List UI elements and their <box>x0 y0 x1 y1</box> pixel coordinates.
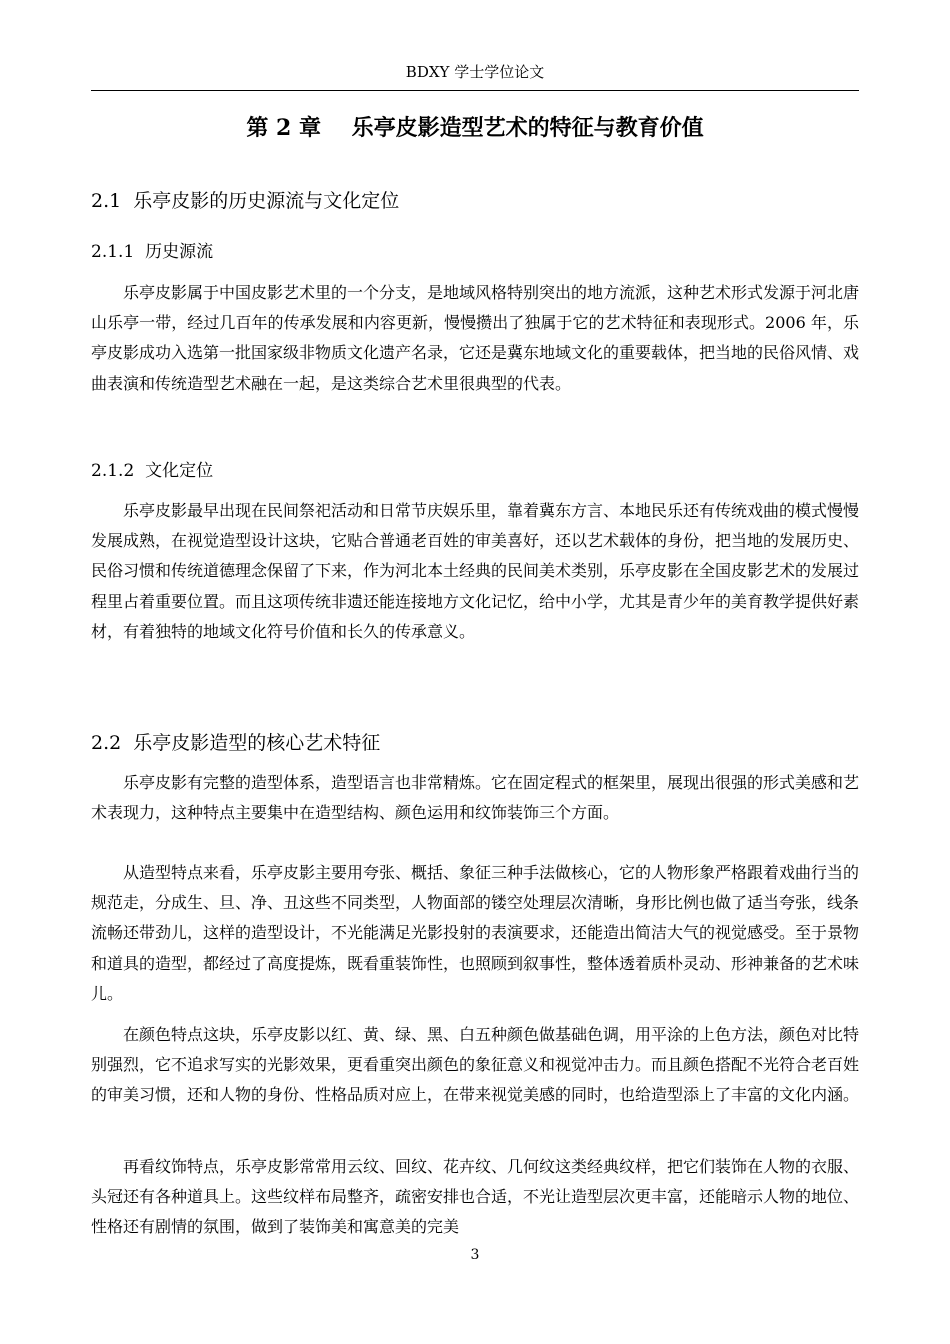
header-rule <box>91 90 859 91</box>
paragraph-shape-features: 从造型特点来看，乐亭皮影主要用夸张、概括、象征三种手法做核心，它的人物形象严格跟着戏曲行当的规范走，分成生、旦、净、丑这些不同类型，人物面部的镂空处理层次清晰，身形比例也做了适当夸张，线条流畅还带劲儿，这样的造型设计，不光能满足光影投射的表演要求，还能造出简洁大气的视觉感受。至于景物和道具的造型，都经过了高度提炼，既看重装饰性，也照顾到叙事性，整体透着质朴灵动、形神兼备的艺术味儿。 <box>91 863 860 1003</box>
subsection-heading-2-1-2: 2.1.2 文化定位 <box>91 461 214 481</box>
running-header: BDXY 学士学位论文 <box>405 63 545 81</box>
paragraph-cultural-positioning: 乐亭皮影最早出现在民间祭祀活动和日常节庆娱乐里，靠着冀东方言、本地民乐还有传统戏曲的模式慢慢发展成熟，在视觉造型设计这块，它贴合普通老百姓的审美喜好，还以艺术载体的身份，把当地的发展历史、民俗习惯和传统道德理念保留了下来，作为河北本土经典的民间美术类别，乐亭皮影在全国皮影艺术的发展过程里占着重要位置。而且这项传统非遗还能连接地方文化记忆，给中小学，尤其是青少年的美育教学提供好素材，有着独特的地域文化符号价值和长久的传承意义。 <box>91 501 860 641</box>
paragraph-overview: 乐亭皮影有完整的造型体系，造型语言也非常精炼。它在固定程式的框架里，展现出很强的形式美感和艺术表现力，这种特点主要集中在造型结构、颜色运用和纹饰装饰三个方面。 <box>91 773 860 823</box>
paragraph-color-features: 在颜色特点这块，乐亭皮影以红、黄、绿、黑、白五种颜色做基础色调，用平涂的上色方法，颜色对比特别强烈，它不追求写实的光影效果，更看重突出颜色的象征意义和视觉冲击力。而且颜色搭配不光符合老百姓的审美习惯，还和人物的身份、性格品质对应上，在带来视觉美感的同时，也给造型添上了丰富的文化内涵。 <box>91 1025 860 1105</box>
section-heading-2-2: 2.2 乐亭皮影造型的核心艺术特征 <box>91 732 381 754</box>
subsection-heading-2-1-1: 2.1.1 历史源流 <box>91 242 214 262</box>
page-number: 3 <box>470 1247 480 1263</box>
paragraph-history: 乐亭皮影属于中国皮影艺术里的一个分支，是地域风格特别突出的地方流派，这种艺术形式发源于河北唐山乐亭一带，经过几百年的传承发展和内容更新，慢慢攒出了独属于它的艺术特征和表现形式。2006 年，乐亭皮影成功入选第一批国家级非物质文化遗产名录，它还是冀东地域文化的重要载体，把当地的民俗风情、戏曲表演和传统造型艺术融在一起，是这类综合艺术里很典型的代表。 <box>91 283 860 393</box>
paragraph-pattern-features: 再看纹饰特点，乐亭皮影常常用云纹、回纹、花卉纹、几何纹这类经典纹样，把它们装饰在人物的衣服、头冠还有各种道具上。这些纹样布局整齐，疏密安排也合适，不光让造型层次更丰富，还能暗示人物的地位、性格还有剧情的氛围，做到了装饰美和寓意美的完美 <box>91 1157 860 1237</box>
section-heading-2-1: 2.1 乐亭皮影的历史源流与文化定位 <box>91 190 400 212</box>
chapter-title: 第 2 章 乐亭皮影造型艺术的特征与教育价值 <box>246 115 704 141</box>
